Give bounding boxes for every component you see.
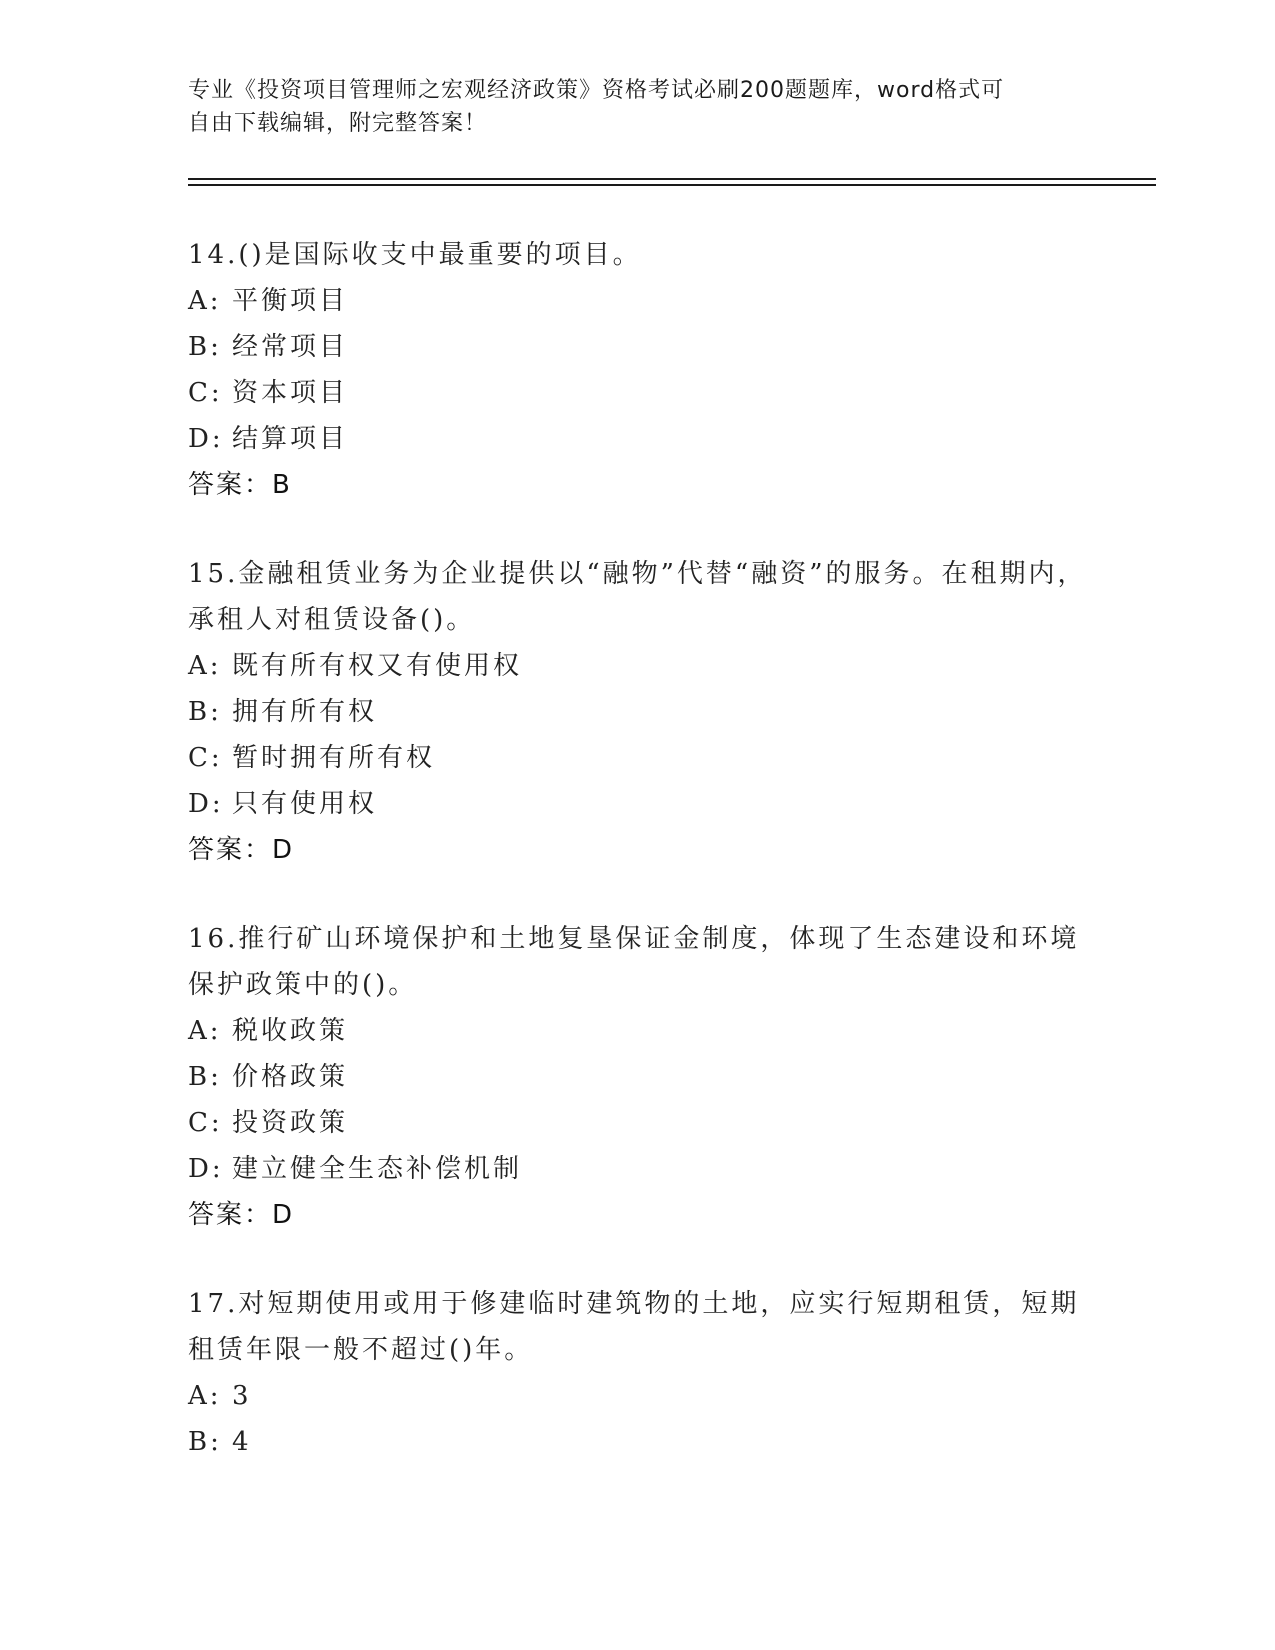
question-16 [188,916,1088,1238]
option-letter: A: [188,1016,222,1046]
question-stem: 17.对短期使用或用于修建临时建筑物的土地，应实行短期租赁，短期租赁年限一般不超过()年。 [188,1289,1080,1365]
option-letter: A: [188,1381,222,1411]
document-header [188,74,1088,140]
answer-line: 答案：D [188,835,295,865]
option-b [188,1054,1088,1100]
option-d [188,1146,1088,1192]
question-list [188,232,1088,1508]
question-stem: 14.()是国际收支中最重要的项目。 [188,240,642,270]
header-line-1: 专业《投资项目管理师之宏观经济政策》资格考试必刷200题题库，word格式可 [188,78,1005,103]
option-text: 暂时拥有所有权 [232,743,436,773]
option-letter: A: [188,286,222,316]
option-text: 资本项目 [232,378,349,408]
option-c [188,1100,1088,1146]
option-text: 经常项目 [232,332,349,362]
option-text: 只有使用权 [232,789,378,819]
option-letter: B: [188,1062,222,1092]
question-17 [188,1281,1088,1465]
question-14 [188,232,1088,508]
option-text: 税收政策 [232,1016,349,1046]
option-text: 3 [232,1381,252,1411]
option-letter: D: [188,424,224,454]
option-b [188,689,1088,735]
option-c [188,370,1088,416]
question-stem: 15.金融租赁业务为企业提供以“融物”代替“融资”的服务。在租期内，承租人对租赁设备()。 [188,559,1087,635]
option-letter: B: [188,1427,222,1457]
option-a [188,1373,1088,1419]
option-letter: B: [188,332,222,362]
option-a [188,278,1088,324]
header-divider-top [188,178,1156,180]
option-letter: D: [188,1154,224,1184]
answer-line: 答案：D [188,1200,295,1230]
option-c [188,735,1088,781]
option-text: 价格政策 [232,1062,349,1092]
option-text: 建立健全生态补偿机制 [232,1154,523,1184]
answer-line: 答案：B [188,470,292,500]
option-d [188,416,1088,462]
option-text: 平衡项目 [232,286,349,316]
option-letter: C: [188,743,223,773]
option-a [188,1008,1088,1054]
option-letter: D: [188,789,224,819]
header-divider-bottom [188,184,1156,186]
option-letter: B: [188,697,222,727]
option-b [188,1419,1088,1465]
option-b [188,324,1088,370]
option-a [188,643,1088,689]
option-letter: C: [188,378,223,408]
option-text: 4 [232,1427,252,1457]
question-15 [188,551,1088,873]
option-letter: A: [188,651,222,681]
option-d [188,781,1088,827]
option-text: 结算项目 [232,424,349,454]
option-letter: C: [188,1108,223,1138]
question-stem: 16.推行矿山环境保护和土地复垦保证金制度，体现了生态建设和环境保护政策中的()。 [188,924,1080,1000]
option-text: 拥有所有权 [232,697,378,727]
option-text: 投资政策 [232,1108,349,1138]
option-text: 既有所有权又有使用权 [232,651,523,681]
header-line-2: 自由下载编辑，附完整答案！ [188,111,488,136]
